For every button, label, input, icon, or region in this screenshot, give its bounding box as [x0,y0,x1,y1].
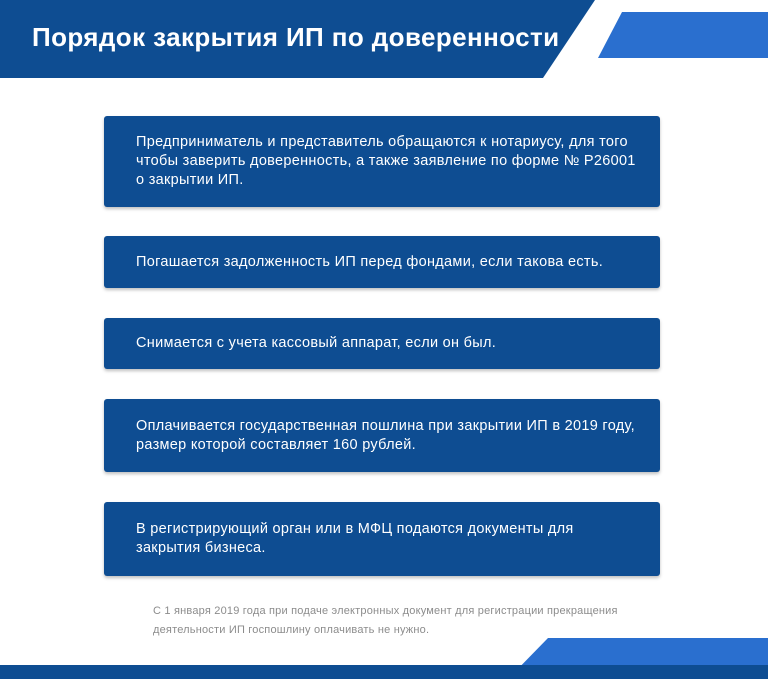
step-card-4 [104,399,660,472]
step-text: В регистрирующий орган или в МФЦ подаются документы для закрытия бизнеса. [136,521,574,556]
step-text: Погашается задолженность ИП перед фондами, если такова есть. [136,253,604,270]
footnote: С 1 января 2019 года при подаче электронных документ для регистрации прекращения деятельности ИП госпошлину оплачивать не нужно. [153,605,618,636]
footer-main-band [0,665,768,679]
step-text: Предприниматель и представитель обращаются к нотариусу, для того чтобы заверить доверенность, а также заявление по форме № Р26001 о закрытии ИП. [136,134,636,188]
step-card-2 [104,236,660,288]
step-card-5 [104,502,660,576]
footer-band [0,638,768,679]
step-text: Оплачивается государственная пошлина при закрытии ИП в 2019 году, размер которой составляет 160 рублей. [136,417,635,453]
step-card-3 [104,318,660,369]
page-title: Порядок закрытия ИП по доверенности [32,22,560,52]
step-card-1 [104,116,660,207]
step-text: Снимается с учета кассовый аппарат, если он был. [136,335,497,351]
header-accent-stripe [598,12,768,58]
